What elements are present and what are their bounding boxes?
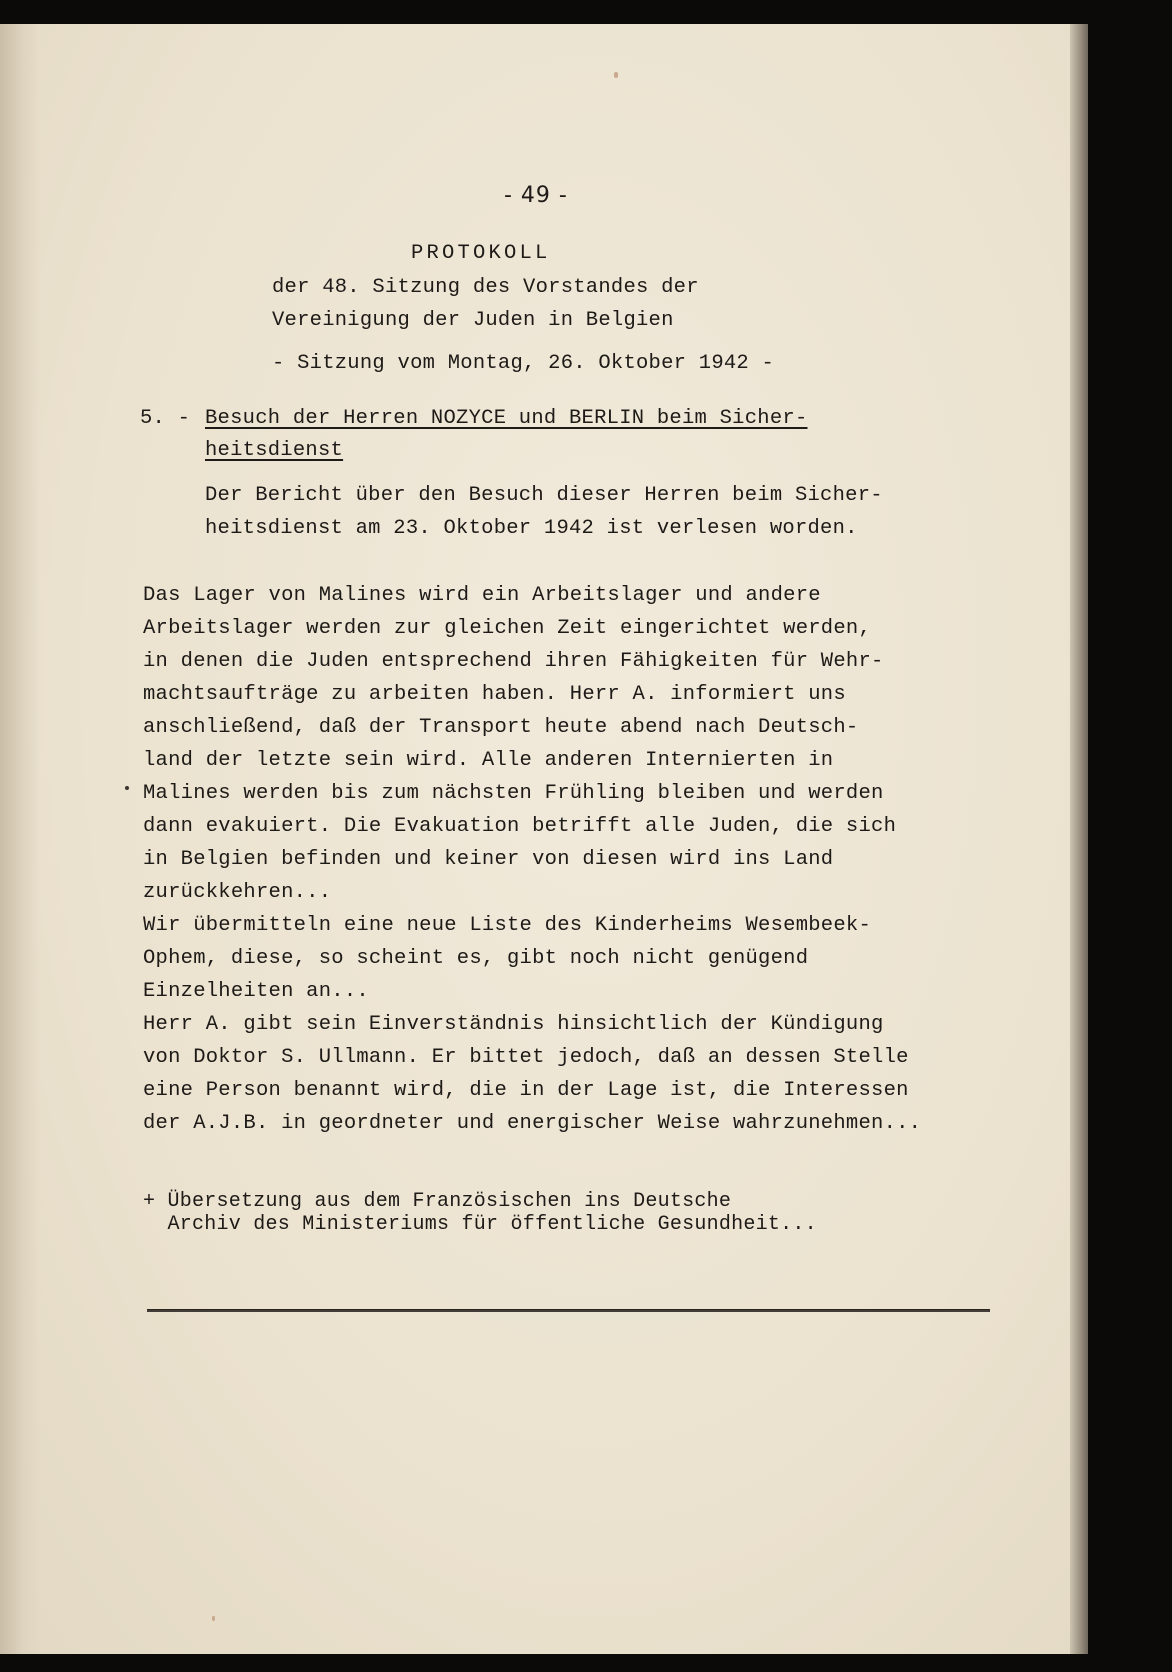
body-line: Herr A. gibt sein Einverständnis hinsichtlich der Kündigung xyxy=(143,1013,884,1036)
paper-speck xyxy=(614,72,618,78)
body-line: machtsaufträge zu arbeiten haben. Herr A. informiert uns xyxy=(143,683,846,706)
body-line: in denen die Juden entsprechend ihren Fähigkeiten für Wehr- xyxy=(143,650,884,673)
body-line: zurückkehren... xyxy=(143,881,332,904)
body-line: Malines werden bis zum nächsten Frühling bleiben und werden xyxy=(143,782,884,805)
page-number: - 49 - xyxy=(504,183,568,208)
section-intro-line: Der Bericht über den Besuch dieser Herren beim Sicher- xyxy=(205,484,883,507)
body-line: dann evakuiert. Die Evakuation betrifft alle Juden, die sich xyxy=(143,815,897,838)
section-heading: heitsdienst xyxy=(205,439,344,462)
body-line: in Belgien befinden und keiner von diesen wird ins Land xyxy=(143,848,834,871)
paper-speck xyxy=(212,1616,215,1621)
subtitle-line: der 48. Sitzung des Vorstandes der xyxy=(272,276,699,299)
body-line: von Doktor S. Ullmann. Er bittet jedoch, daß an dessen Stelle xyxy=(143,1046,909,1069)
body-line: anschließend, daß der Transport heute abend nach Deutsch- xyxy=(143,716,859,739)
body-line: Wir übermitteln eine neue Liste des Kinderheims Wesembeek- xyxy=(143,914,872,937)
footnote-line: Archiv des Ministeriums für öffentliche Gesundheit... xyxy=(143,1213,817,1236)
margin-mark xyxy=(125,786,129,790)
body-line: Ophem, diese, so scheint es, gibt noch nicht genügend xyxy=(143,947,809,970)
body-line: Einzelheiten an... xyxy=(143,980,369,1003)
subtitle-line: - Sitzung vom Montag, 26. Oktober 1942 - xyxy=(272,352,775,375)
body-line: land der letzte sein wird. Alle anderen Internierten in xyxy=(143,749,834,772)
subtitle-line: Vereinigung der Juden in Belgien xyxy=(272,309,674,332)
page-stack-edge xyxy=(1070,24,1088,1654)
footnote-line: + Übersetzung aus dem Französischen ins Deutsche xyxy=(143,1190,732,1213)
body-line: Arbeitslager werden zur gleichen Zeit eingerichtet werden, xyxy=(143,617,872,640)
body-line: eine Person benannt wird, die in der Lage ist, die Interessen xyxy=(143,1079,909,1102)
document-page xyxy=(0,24,1088,1654)
binding-gutter xyxy=(0,24,40,1654)
section-heading: Besuch der Herren NOZYCE und BERLIN beim Sicher- xyxy=(205,407,808,430)
body-line: Das Lager von Malines wird ein Arbeitslager und andere xyxy=(143,584,821,607)
body-line: der A.J.B. in geordneter und energischer Weise wahrzunehmen... xyxy=(143,1112,922,1135)
footer-rule xyxy=(147,1309,990,1312)
document-title: PROTOKOLL xyxy=(411,242,551,265)
section-intro-line: heitsdienst am 23. Oktober 1942 ist verlesen worden. xyxy=(205,517,858,540)
section-number: 5. - xyxy=(140,407,191,430)
